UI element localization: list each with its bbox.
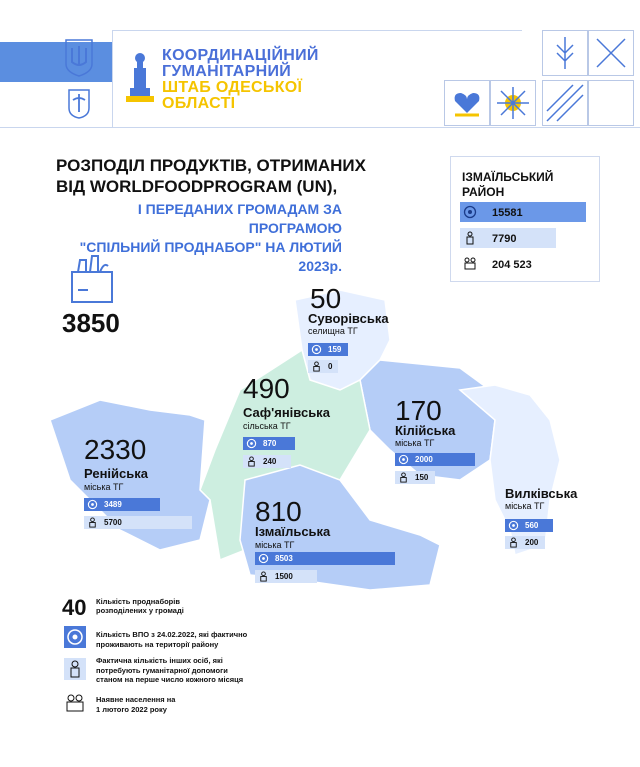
header-divider-bottom [0,127,640,128]
legend-population-text: Наявне населення на 1 лютого 2022 року [96,695,176,714]
sun-ornament-icon [490,80,536,126]
legend-idp-icon [64,626,86,648]
community-idp-value: 159 [328,345,342,354]
legend-idp-text: Кількість ВПО з 24.02.2022, які фактично проживають на території району [96,630,248,649]
community-others-bar [243,455,291,468]
city-emblem-icon [64,86,94,120]
page-title: РОЗПОДІЛ ПРОДУКТІВ, ОТРИМАНИХ ВІД WORLDFOODPROGRAM (UN), [56,156,366,196]
headquarters-title: КООРДИНАЦІЙНИЙ ГУМАНІТАРНИЙ ШТАБ ОДЕСЬКОЇ ОБЛАСТІ [162,47,319,112]
community-idp-bar [308,343,348,356]
person-icon [463,231,477,245]
header-divider-vertical [112,30,113,128]
district-title: ІЗМАЇЛЬСЬКИЙ РАЙОН [462,170,554,199]
community-idp-bar [505,519,553,532]
community-type: міська ТГ [255,540,295,550]
community-idp-bar [84,498,160,511]
trident-icon [62,36,96,78]
legend-sample-number: 40 [62,595,87,620]
community-others-value: 0 [328,362,333,371]
legend-others-text: Фактична кількість інших осіб, які потребують гуманітарної допомоги станом на перше число кожного місяця [96,656,244,684]
header-divider-top [112,30,522,31]
wheat-ornament-icon [542,30,588,76]
community-others-bar [505,536,545,549]
community-name: Ренійська [84,466,148,481]
community-sets: 810 [255,496,302,527]
legend-sets-text: Кількість проднаборів розподілених у громаді [96,597,184,615]
community-idp-value: 8503 [275,554,293,563]
community-others-bar [255,570,317,583]
stripes-ornament-icon [542,80,588,126]
ornament-icon [588,30,634,76]
community-idp-value: 560 [525,521,539,530]
community-type: селищна ТГ [308,326,358,336]
community-name: Ізмаїльська [255,524,331,539]
community-others-value: 5700 [104,518,122,527]
community-others-value: 200 [525,538,539,547]
community-sets: 170 [395,395,442,426]
population-icon [463,256,477,270]
community-others-value: 150 [415,473,429,482]
hearts-ornament-icon [444,80,490,126]
community-idp-value: 3489 [104,500,122,509]
community-idp-bar [395,453,475,466]
legend-population-icon [64,692,86,714]
district-population-value: 204 523 [492,259,532,271]
community-sets: 490 [243,373,290,404]
community-others-bar [84,516,192,529]
community-name: Вилківська [505,486,578,501]
idp-icon [463,205,477,219]
community-idp-bar [243,437,295,450]
district-idp-value: 15581 [492,207,523,219]
community-idp-value: 2000 [415,455,433,464]
community-type: сільська ТГ [243,421,291,431]
community-sets: 50 [310,283,342,314]
community-idp-value: 870 [263,439,277,448]
community-type: міська ТГ [395,438,435,448]
community-name: Кілійська [395,423,456,438]
community-type: міська ТГ [505,501,545,511]
district-others-value: 7790 [492,233,517,245]
community-others-bar [308,360,338,373]
community-others-value: 240 [263,457,277,466]
page-subtitle: І ПЕРЕДАНИХ ГРОМАДАМ ЗА ПРОГРАМОЮ "СПІЛЬНИЙ ПРОДНАБОР" НА ЛЮТИЙ 2023р. [79,201,342,274]
monument-icon [120,44,160,106]
community-name: Суворівська [308,311,389,326]
total-sets: 3850 [62,308,120,338]
community-others-value: 1500 [275,572,293,581]
community-others-bar [395,471,435,484]
corner-ornament-icon [588,80,634,126]
community-sets: 2330 [84,434,147,465]
legend-others-icon [64,658,86,680]
district-idp-bar [460,202,586,222]
community-type: міська ТГ [84,482,124,492]
community-idp-bar [255,552,395,565]
community-name: Саф'янівська [243,405,330,420]
